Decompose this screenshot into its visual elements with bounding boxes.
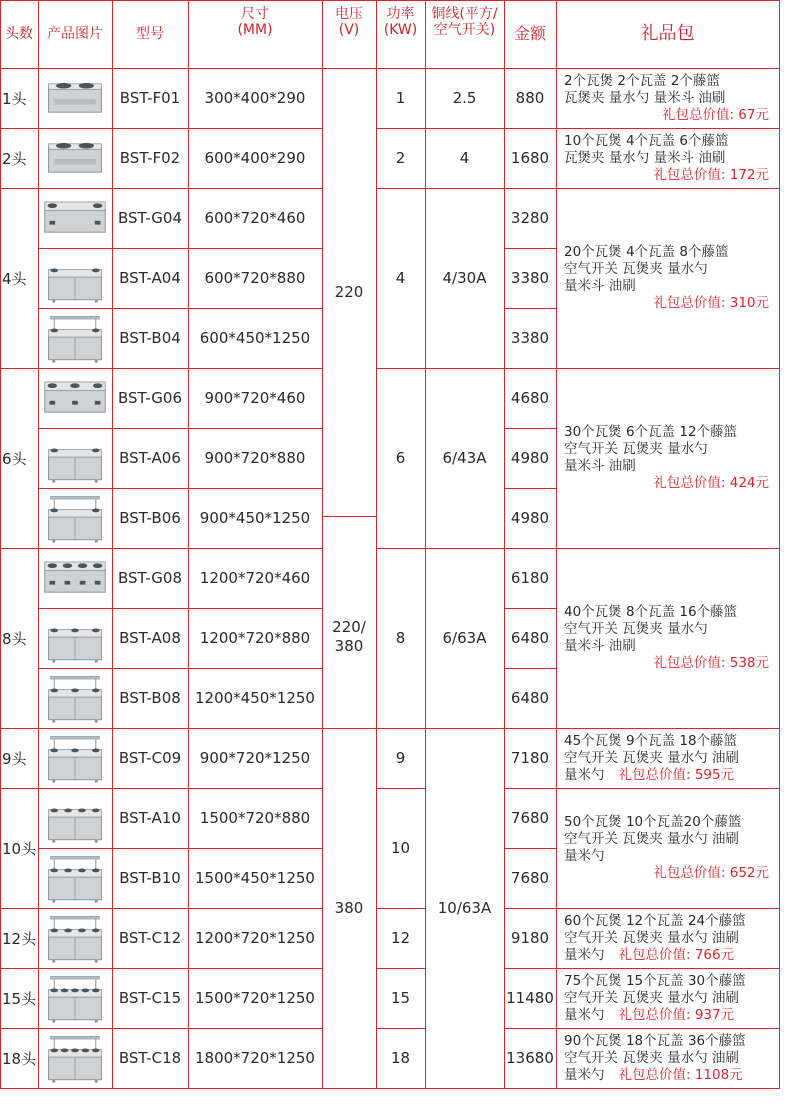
gift-line: 2个瓦煲 2个瓦盖 2个藤篮	[564, 72, 720, 89]
grid-line	[38, 1028, 323, 1029]
grid-line	[376, 548, 426, 549]
grid-line	[504, 68, 557, 69]
model-cell: BST-F02	[119, 149, 181, 167]
gift-line: 瓦煲夹 量水勺 量米斗 油刷	[564, 89, 726, 106]
voltage-line2: 380	[334, 637, 364, 655]
model-cell: BST-B04	[119, 329, 181, 347]
product-photo	[41, 492, 109, 544]
gift-line: 量米斗 油刷	[564, 638, 636, 654]
gift-value: 礼包总价值: 595元	[618, 766, 735, 783]
size-cell: 1200*720*880	[199, 629, 311, 647]
size-cell: 900*720*460	[204, 389, 306, 407]
model-cell: BST-G08	[117, 569, 182, 587]
product-photo	[41, 972, 109, 1024]
gift-last-line	[564, 1067, 779, 1084]
size-cell: 900*720*1250	[199, 749, 311, 767]
gift-line: 10个瓦煲 4个瓦盖 6个藤篮	[564, 132, 729, 149]
grid-line	[38, 548, 323, 549]
grid-line	[504, 668, 557, 669]
grid-line	[504, 308, 557, 309]
size-cell: 600*400*290	[204, 149, 306, 167]
header-copper-line2: 空气开关)	[433, 22, 496, 38]
product-photo	[41, 732, 109, 784]
gift-line: 空气开关 瓦煲夹 量水勺	[564, 441, 708, 457]
model-cell: BST-A04	[119, 269, 181, 287]
size-cell: 1200*450*1250	[195, 689, 315, 707]
grid-line	[112, 0, 113, 1089]
grid-line	[556, 68, 780, 69]
gift-cell	[556, 728, 779, 788]
grid-line	[38, 968, 323, 969]
grid-line	[425, 0, 426, 1089]
grid-line	[504, 128, 557, 129]
grid-line	[556, 368, 780, 369]
grid-line	[376, 1028, 426, 1029]
grid-line	[425, 728, 505, 729]
gift-line: 瓦煲夹 量水勺 量米斗 油刷	[564, 149, 726, 166]
header-heads: 头数	[5, 26, 33, 42]
grid-line	[322, 68, 377, 69]
power-cell: 1	[395, 89, 406, 107]
power-cell: 10	[390, 839, 411, 857]
grid-line	[504, 548, 557, 549]
gift-line: 空气开关 瓦煲夹 量水勺 油刷	[564, 831, 739, 847]
grid-line	[38, 728, 323, 729]
header-gift: 礼品包	[640, 23, 695, 44]
size-cell: 600*720*460	[204, 209, 306, 227]
gift-cell	[556, 128, 779, 188]
price-cell: 13680	[506, 1049, 554, 1067]
grid-line	[504, 908, 557, 909]
price-cell: 880	[515, 89, 545, 107]
product-photo	[41, 912, 109, 964]
power-cell: 6	[395, 449, 406, 467]
model-cell: BST-B06	[119, 509, 181, 527]
product-photo	[41, 72, 109, 124]
gift-line: 50个瓦煲 10个瓦盖20个藤篮	[564, 814, 742, 830]
grid-line	[0, 908, 39, 909]
gift-line: 60个瓦煲 12个瓦盖 24个藤篮	[564, 912, 746, 929]
header-image: 产品图片	[47, 26, 103, 42]
grid-line	[425, 188, 505, 189]
gift-line: 空气开关 瓦煲夹 量水勺 油刷	[564, 989, 739, 1006]
gift-cell	[556, 908, 779, 968]
grid-line	[0, 128, 39, 129]
size-cell: 600*720*880	[204, 269, 306, 287]
header-power	[376, 0, 425, 68]
grid-line	[376, 68, 426, 69]
model-cell: BST-C15	[118, 989, 182, 1007]
gift-value: 礼包总价值: 766元	[618, 946, 735, 963]
voltage-cell: 220	[334, 283, 364, 301]
product-photo	[41, 192, 109, 244]
header-price: 金额	[513, 24, 546, 43]
gift-value: 礼包总价值: 1108元	[618, 1066, 743, 1083]
product-photo	[41, 432, 109, 484]
grid-line	[38, 668, 323, 669]
header-model: 型号	[136, 26, 164, 42]
model-cell: BST-A06	[119, 449, 181, 467]
grid-line	[322, 0, 323, 1089]
grid-line	[376, 0, 377, 1089]
gift-line: 20个瓦煲 4个瓦盖 8个藤篮	[564, 244, 729, 260]
grid-line	[425, 368, 505, 369]
gift-line: 40个瓦煲 8个瓦盖 16个藤篮	[564, 604, 738, 620]
gift-line: 量米勺	[564, 848, 605, 864]
grid-line	[504, 0, 505, 1089]
size-cell: 1500*720*880	[199, 809, 311, 827]
header-copper-line1: 铜线(平方/	[431, 6, 498, 22]
heads-cell: 15头	[2, 989, 37, 1008]
heads-cell: 8头	[2, 629, 27, 648]
product-photo	[41, 852, 109, 904]
grid-line	[38, 248, 323, 249]
gift-line: 30个瓦煲 6个瓦盖 12个藤篮	[564, 424, 738, 440]
grid-line	[504, 788, 557, 789]
gift-value: 礼包总价值: 538元	[653, 655, 769, 671]
header-voltage	[322, 0, 376, 68]
grid-line	[504, 968, 557, 969]
grid-line	[376, 788, 426, 789]
grid-line	[504, 848, 557, 849]
heads-cell: 10头	[2, 839, 37, 858]
gift-value: 礼包总价值: 937元	[618, 1006, 735, 1023]
grid-line	[0, 188, 39, 189]
grid-line	[38, 428, 323, 429]
gift-line: 空气开关 瓦煲夹 量水勺 油刷	[564, 1049, 739, 1066]
grid-line	[0, 728, 39, 729]
model-cell: BST-G04	[117, 209, 182, 227]
gift-last-item: 量米勺	[564, 1066, 605, 1083]
gift-line: 空气开关 瓦煲夹 量水勺 油刷	[564, 929, 739, 946]
voltage-cell	[322, 516, 376, 758]
grid-line	[556, 548, 780, 549]
product-photo	[41, 312, 109, 364]
size-cell: 1500*720*1250	[195, 989, 315, 1007]
size-cell: 1200*720*1250	[195, 929, 315, 947]
price-cell: 11480	[506, 989, 554, 1007]
power-cell: 8	[395, 629, 406, 647]
grid-line	[0, 368, 39, 369]
gift-value: 礼包总价值: 67元	[661, 106, 769, 123]
product-photo	[41, 372, 109, 424]
grid-line	[425, 548, 505, 549]
grid-line	[38, 0, 39, 1089]
grid-line	[38, 128, 323, 129]
model-cell: BST-B08	[119, 689, 181, 707]
gift-line: 45个瓦煲 9个瓦盖 18个藤篮	[564, 732, 738, 749]
gift-last-item: 量米勺	[564, 946, 605, 963]
gift-last-item: 量米勺	[564, 766, 605, 783]
copper-cell: 2.5	[452, 89, 477, 107]
gift-cell	[556, 968, 779, 1028]
header-copper	[425, 0, 504, 68]
gift-value: 礼包总价值: 310元	[653, 295, 769, 311]
grid-line	[38, 68, 323, 69]
power-cell: 18	[390, 1049, 411, 1067]
gift-line: 量米斗 油刷	[564, 278, 636, 294]
gift-last-line	[564, 1007, 779, 1024]
grid-line	[38, 608, 323, 609]
grid-line	[376, 908, 426, 909]
gift-cell	[556, 368, 779, 548]
gift-last-item: 量米勺	[564, 1006, 605, 1023]
grid-line	[504, 248, 557, 249]
price-cell: 6480	[510, 689, 550, 707]
gift-value: 礼包总价值: 172元	[653, 166, 769, 183]
grid-line	[504, 428, 557, 429]
price-cell: 1680	[510, 149, 550, 167]
grid-line	[504, 368, 557, 369]
grid-line	[504, 188, 557, 189]
header-size-line2: (MM)	[237, 22, 273, 38]
model-cell: BST-B10	[119, 869, 181, 887]
heads-cell: 12头	[2, 929, 37, 948]
product-photo	[41, 252, 109, 304]
size-cell: 900*720*880	[204, 449, 306, 467]
model-cell: BST-A10	[119, 809, 181, 827]
size-cell: 1800*720*1250	[195, 1049, 315, 1067]
gift-line: 空气开关 瓦煲夹 量水勺 油刷	[564, 749, 739, 766]
model-cell: BST-C09	[118, 749, 182, 767]
gift-line: 75个瓦煲 15个瓦盖 30个藤篮	[564, 972, 746, 989]
price-cell: 3280	[510, 209, 550, 227]
copper-cell: 10/63A	[437, 899, 492, 917]
gift-line: 量米斗 油刷	[564, 458, 636, 474]
power-cell: 9	[395, 749, 406, 767]
size-cell: 300*400*290	[204, 89, 306, 107]
grid-line	[504, 608, 557, 609]
grid-line	[556, 728, 780, 729]
heads-cell: 6头	[2, 449, 27, 468]
grid-line	[556, 188, 780, 189]
grid-line	[38, 308, 323, 309]
model-cell: BST-A08	[119, 629, 181, 647]
price-cell: 7180	[510, 749, 550, 767]
price-cell: 6180	[510, 569, 550, 587]
power-cell: 15	[390, 989, 411, 1007]
size-cell: 600*450*1250	[199, 329, 311, 347]
grid-line	[322, 728, 377, 729]
product-photo	[41, 612, 109, 664]
power-cell: 12	[390, 929, 411, 947]
grid-line	[188, 0, 189, 1089]
grid-line	[376, 968, 426, 969]
grid-line	[0, 0, 780, 1]
heads-cell: 4头	[2, 269, 27, 288]
grid-line	[504, 488, 557, 489]
grid-line	[556, 1028, 780, 1029]
product-photo	[41, 792, 109, 844]
price-cell: 3380	[510, 329, 550, 347]
grid-line	[504, 1028, 557, 1029]
price-cell: 9180	[510, 929, 550, 947]
gift-line: 空气开关 瓦煲夹 量水勺	[564, 621, 708, 637]
gift-last-line	[564, 947, 779, 964]
gift-last-line	[564, 767, 779, 784]
grid-line	[376, 728, 426, 729]
grid-line	[425, 68, 505, 69]
grid-line	[556, 788, 780, 789]
grid-line	[779, 0, 780, 1089]
size-cell: 1200*720*460	[199, 569, 311, 587]
product-photo	[41, 132, 109, 184]
grid-line	[376, 128, 426, 129]
copper-cell: 6/63A	[442, 629, 487, 647]
gift-line: 90个瓦煲 18个瓦盖 36个藤篮	[564, 1032, 746, 1049]
gift-cell	[556, 788, 779, 908]
product-photo	[41, 1032, 109, 1084]
copper-cell: 4/30A	[442, 269, 487, 287]
model-cell: BST-G06	[117, 389, 182, 407]
gift-value: 礼包总价值: 652元	[653, 865, 769, 881]
header-voltage-line1: 电压	[335, 6, 363, 22]
price-cell: 4980	[510, 449, 550, 467]
model-cell: BST-F01	[119, 89, 181, 107]
heads-cell: 2头	[2, 149, 27, 168]
grid-line	[376, 188, 426, 189]
grid-line	[38, 788, 323, 789]
model-cell: BST-C18	[118, 1049, 182, 1067]
grid-line	[556, 908, 780, 909]
grid-line	[38, 368, 323, 369]
power-cell: 4	[395, 269, 406, 287]
heads-cell: 18头	[2, 1049, 37, 1068]
power-cell: 2	[395, 149, 406, 167]
grid-line	[0, 968, 39, 969]
voltage-cell: 380	[334, 899, 364, 917]
price-cell: 7680	[510, 869, 550, 887]
gift-value: 礼包总价值: 424元	[653, 475, 769, 491]
header-size-line1: 尺寸	[241, 6, 269, 22]
grid-line	[0, 68, 39, 69]
product-photo	[41, 552, 109, 604]
grid-line	[556, 0, 557, 1089]
product-photo	[41, 672, 109, 724]
grid-line	[376, 368, 426, 369]
gift-cell	[556, 68, 779, 128]
gift-line: 空气开关 瓦煲夹 量水勺	[564, 261, 708, 277]
copper-cell: 4	[459, 149, 470, 167]
grid-line	[38, 848, 323, 849]
header-power-line2: (KW)	[383, 22, 418, 38]
grid-line	[0, 788, 39, 789]
grid-line	[504, 728, 557, 729]
price-cell: 4680	[510, 389, 550, 407]
grid-line	[38, 908, 323, 909]
header-voltage-line2: (V)	[338, 22, 360, 38]
grid-line	[38, 488, 323, 489]
heads-cell: 9头	[2, 749, 27, 768]
grid-line	[556, 128, 780, 129]
size-cell: 1500*450*1250	[195, 869, 315, 887]
gift-cell	[556, 548, 779, 728]
grid-line	[0, 0, 1, 1089]
heads-cell: 1头	[2, 89, 27, 108]
header-size	[188, 0, 322, 68]
grid-line	[0, 1028, 39, 1029]
header-power-line1: 功率	[386, 6, 415, 22]
size-cell: 900*450*1250	[199, 509, 311, 527]
price-cell: 3380	[510, 269, 550, 287]
grid-line	[322, 516, 377, 517]
model-cell: BST-C12	[118, 929, 182, 947]
grid-line	[0, 1088, 780, 1089]
grid-line	[556, 968, 780, 969]
price-cell: 6480	[510, 629, 550, 647]
price-cell: 4980	[510, 509, 550, 527]
copper-cell: 6/43A	[442, 449, 487, 467]
grid-line	[38, 188, 323, 189]
gift-cell	[556, 1028, 779, 1088]
price-cell: 7680	[510, 809, 550, 827]
voltage-line1: 220/	[332, 618, 366, 636]
grid-line	[0, 548, 39, 549]
gift-cell	[556, 188, 779, 368]
grid-line	[425, 128, 505, 129]
